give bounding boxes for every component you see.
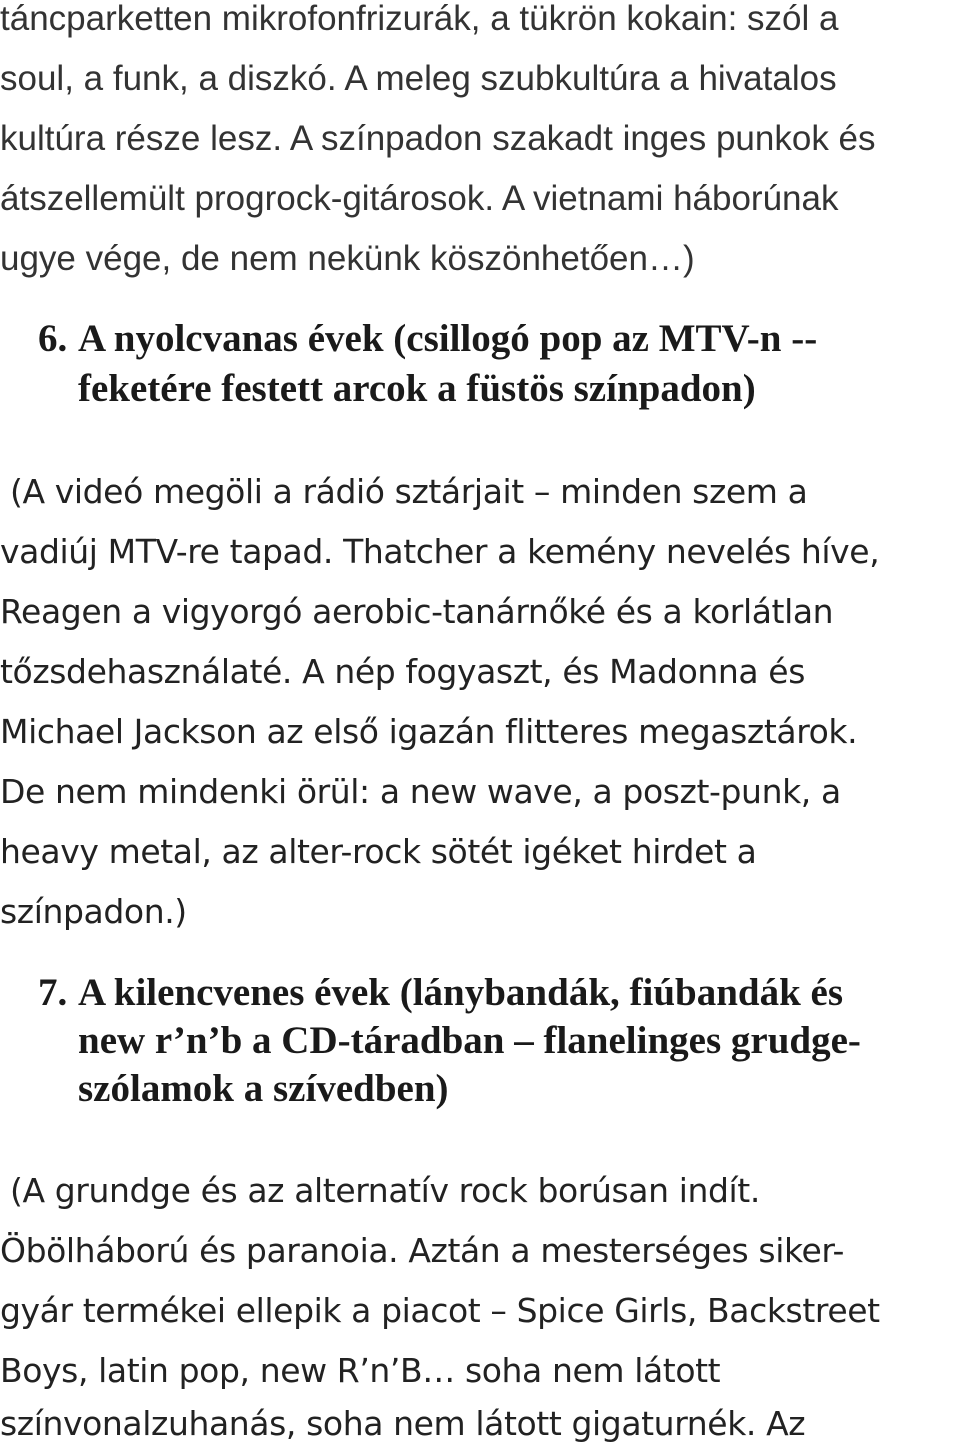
section-6-body-line-3: Reagen a vigyorgó aerobic-tanárnőké és a korlátlan (0, 592, 834, 631)
section-6-body-line-7: heavy metal, az alter-rock sötét igéket hirdet a (0, 832, 757, 871)
intro-line-4: átszellemült progrock-gitárosok. A vietnami háborúnak (0, 179, 839, 218)
section-7-heading-line-3: szólamok a szívedben) (78, 1067, 449, 1110)
section-7-body-line-3: gyár termékei ellepik a piacot – Spice Girls, Backstreet (0, 1291, 880, 1330)
section-6-heading-line-2: feketére festett arcok a füstös színpadon) (78, 367, 756, 410)
section-6-body-line-4: tőzsdehasználaté. A nép fogyaszt, és Madonna és (0, 652, 806, 691)
section-6-number: 6. (38, 317, 68, 360)
section-7-heading-line-2: new r’n’b a CD-táradban – flanelinges grudge- (78, 1019, 861, 1062)
section-6-body-line-5: Michael Jackson az első igazán flitteres megasztárok. (0, 712, 858, 751)
section-7-body-line-4: Boys, latin pop, new R’n’B… soha nem látott (0, 1351, 721, 1390)
section-6-body-line-1: (A videó megöli a rádió sztárjait – minden szem a (10, 472, 808, 511)
section-7-number: 7. (38, 971, 68, 1014)
section-6-body-line-2: vadiúj MTV-re tapad. Thatcher a kemény nevelés híve, (0, 532, 880, 571)
intro-line-3: kultúra része lesz. A színpadon szakadt inges punkok és (0, 119, 876, 158)
section-6-heading-line-1: A nyolcvanas évek (csillogó pop az MTV-n -- (78, 317, 818, 360)
section-6-body-line-6: De nem mindenki örül: a new wave, a poszt-punk, a (0, 772, 841, 811)
intro-line-5: ugye vége, de nem nekünk köszönhetően…) (0, 239, 695, 278)
section-7-heading-line-1: A kilencvenes évek (lánybandák, fiúbandák és (78, 971, 844, 1014)
section-7-body-line-2: Öbölháború és paranoia. Aztán a mesterséges siker- (0, 1231, 844, 1270)
section-7-body-line-1: (A grundge és az alternatív rock borúsan indít. (10, 1171, 760, 1210)
intro-line-2: soul, a funk, a diszkó. A meleg szubkultúra a hivatalos (0, 59, 837, 98)
intro-line-1: táncparketten mikrofonfrizurák, a tükrön kokain: szól a (0, 0, 839, 38)
section-6-body-line-8: színpadon.) (0, 892, 187, 931)
section-7-body-line-5: színvonalzuhanás, soha nem látott gigaturnék. Az (0, 1404, 806, 1443)
